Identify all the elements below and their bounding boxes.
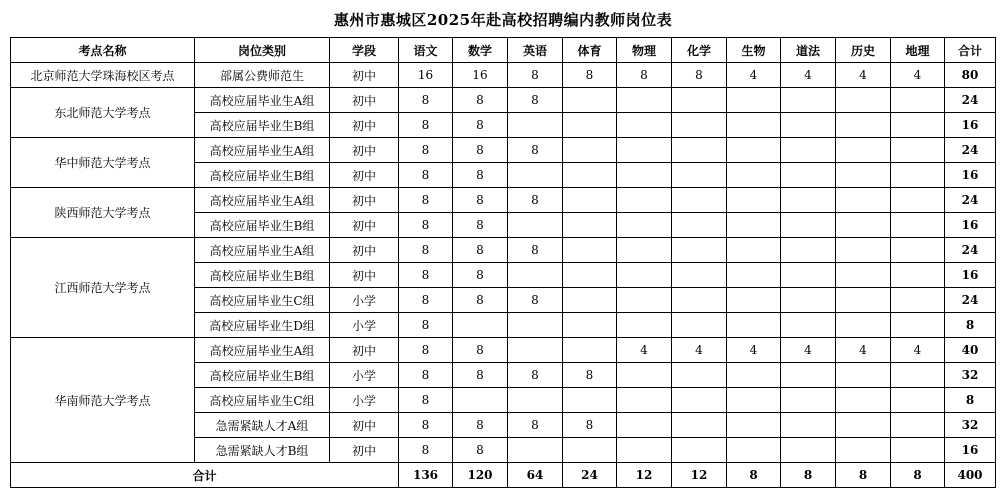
count-cell — [508, 338, 563, 363]
count-cell — [563, 438, 617, 463]
category-cell: 急需紧缺人才B组 — [195, 438, 330, 463]
count-cell — [781, 313, 836, 338]
stage-cell: 初中 — [330, 263, 399, 288]
footer-cell: 8 — [727, 463, 781, 488]
count-cell — [563, 338, 617, 363]
count-cell — [672, 138, 727, 163]
count-cell — [727, 88, 781, 113]
count-cell: 4 — [836, 338, 891, 363]
stage-cell: 小学 — [330, 313, 399, 338]
count-cell: 4 — [727, 338, 781, 363]
header-cell: 体育 — [563, 38, 617, 63]
count-cell — [563, 213, 617, 238]
category-cell: 高校应届毕业生A组 — [195, 88, 330, 113]
site-name-cell: 江西师范大学考点 — [11, 238, 195, 338]
category-cell: 高校应届毕业生B组 — [195, 363, 330, 388]
stage-cell: 初中 — [330, 138, 399, 163]
count-cell — [617, 438, 672, 463]
stage-cell: 初中 — [330, 188, 399, 213]
row-total-cell: 24 — [945, 138, 996, 163]
count-cell — [727, 438, 781, 463]
count-cell: 8 — [399, 238, 453, 263]
count-cell: 8 — [453, 438, 508, 463]
header-cell: 数学 — [453, 38, 508, 63]
footer-total: 400 — [945, 463, 996, 488]
count-cell: 8 — [453, 338, 508, 363]
category-cell: 高校应届毕业生B组 — [195, 263, 330, 288]
count-cell: 8 — [453, 163, 508, 188]
count-cell — [781, 163, 836, 188]
count-cell: 8 — [453, 263, 508, 288]
footer-cell: 24 — [563, 463, 617, 488]
header-cell: 英语 — [508, 38, 563, 63]
site-name-cell: 华南师范大学考点 — [11, 338, 195, 463]
count-cell: 8 — [508, 413, 563, 438]
count-cell: 8 — [399, 363, 453, 388]
row-total-cell: 16 — [945, 263, 996, 288]
count-cell — [891, 163, 945, 188]
header-row — [11, 38, 996, 63]
count-cell — [563, 138, 617, 163]
count-cell — [891, 313, 945, 338]
header-cell: 学段 — [330, 38, 399, 63]
count-cell: 8 — [508, 88, 563, 113]
count-cell — [563, 238, 617, 263]
count-cell — [781, 113, 836, 138]
count-cell: 8 — [453, 188, 508, 213]
count-cell — [781, 388, 836, 413]
count-cell — [617, 113, 672, 138]
footer-label: 合计 — [11, 463, 399, 488]
count-cell — [617, 163, 672, 188]
count-cell: 8 — [453, 88, 508, 113]
stage-cell: 小学 — [330, 388, 399, 413]
table-row — [11, 238, 996, 263]
count-cell: 4 — [727, 63, 781, 88]
count-cell — [617, 213, 672, 238]
count-cell: 4 — [672, 338, 727, 363]
category-cell: 高校应届毕业生A组 — [195, 238, 330, 263]
count-cell: 8 — [453, 138, 508, 163]
count-cell — [453, 313, 508, 338]
count-cell: 8 — [453, 113, 508, 138]
footer-cell: 8 — [836, 463, 891, 488]
count-cell — [727, 188, 781, 213]
count-cell: 8 — [508, 363, 563, 388]
count-cell — [672, 438, 727, 463]
count-cell — [563, 288, 617, 313]
count-cell — [508, 263, 563, 288]
row-total-cell: 40 — [945, 338, 996, 363]
category-cell: 高校应届毕业生A组 — [195, 188, 330, 213]
count-cell — [727, 238, 781, 263]
count-cell — [836, 188, 891, 213]
site-name-cell: 华中师范大学考点 — [11, 138, 195, 188]
count-cell — [727, 313, 781, 338]
category-cell: 高校应届毕业生D组 — [195, 313, 330, 338]
stage-cell: 初中 — [330, 213, 399, 238]
count-cell — [891, 138, 945, 163]
count-cell — [836, 413, 891, 438]
count-cell — [617, 363, 672, 388]
count-cell — [563, 113, 617, 138]
positions-table — [10, 37, 996, 488]
count-cell: 8 — [453, 288, 508, 313]
count-cell — [508, 313, 563, 338]
category-cell: 高校应届毕业生A组 — [195, 338, 330, 363]
count-cell: 8 — [508, 138, 563, 163]
count-cell — [453, 388, 508, 413]
category-cell: 高校应届毕业生C组 — [195, 388, 330, 413]
count-cell — [672, 163, 727, 188]
table-row — [11, 63, 996, 88]
site-name-cell: 陕西师范大学考点 — [11, 188, 195, 238]
count-cell — [836, 263, 891, 288]
count-cell: 8 — [399, 288, 453, 313]
category-cell: 高校应届毕业生B组 — [195, 213, 330, 238]
count-cell — [781, 213, 836, 238]
count-cell — [836, 363, 891, 388]
count-cell: 16 — [453, 63, 508, 88]
count-cell — [563, 263, 617, 288]
count-cell: 4 — [781, 338, 836, 363]
count-cell — [891, 288, 945, 313]
count-cell: 8 — [399, 138, 453, 163]
row-total-cell: 24 — [945, 288, 996, 313]
count-cell — [617, 413, 672, 438]
header-cell: 合计 — [945, 38, 996, 63]
count-cell — [672, 263, 727, 288]
header-cell: 化学 — [672, 38, 727, 63]
footer-cell: 12 — [672, 463, 727, 488]
count-cell — [781, 238, 836, 263]
category-cell: 高校应届毕业生B组 — [195, 113, 330, 138]
site-name-cell: 东北师范大学考点 — [11, 88, 195, 138]
count-cell — [891, 188, 945, 213]
header-cell: 道法 — [781, 38, 836, 63]
count-cell — [781, 138, 836, 163]
count-cell: 16 — [399, 63, 453, 88]
row-total-cell: 16 — [945, 163, 996, 188]
count-cell: 8 — [399, 338, 453, 363]
footer-cell: 8 — [781, 463, 836, 488]
count-cell — [891, 88, 945, 113]
count-cell — [727, 263, 781, 288]
count-cell — [727, 138, 781, 163]
footer-cell: 136 — [399, 463, 453, 488]
table-row — [11, 138, 996, 163]
category-cell: 高校应届毕业生C组 — [195, 288, 330, 313]
count-cell — [727, 413, 781, 438]
header-cell: 考点名称 — [11, 38, 195, 63]
count-cell — [617, 88, 672, 113]
stage-cell: 小学 — [330, 288, 399, 313]
count-cell: 8 — [399, 88, 453, 113]
category-cell: 高校应届毕业生B组 — [195, 163, 330, 188]
count-cell — [727, 288, 781, 313]
count-cell — [836, 238, 891, 263]
header-cell: 物理 — [617, 38, 672, 63]
count-cell — [617, 388, 672, 413]
row-total-cell: 24 — [945, 238, 996, 263]
count-cell: 8 — [617, 63, 672, 88]
category-cell: 高校应届毕业生A组 — [195, 138, 330, 163]
count-cell — [891, 263, 945, 288]
stage-cell: 初中 — [330, 238, 399, 263]
table-row — [11, 338, 996, 363]
count-cell — [563, 388, 617, 413]
count-cell — [727, 163, 781, 188]
count-cell — [781, 363, 836, 388]
count-cell — [727, 388, 781, 413]
count-cell: 4 — [891, 63, 945, 88]
count-cell — [508, 213, 563, 238]
count-cell: 8 — [453, 413, 508, 438]
count-cell — [836, 313, 891, 338]
count-cell — [617, 313, 672, 338]
count-cell — [727, 113, 781, 138]
count-cell: 8 — [508, 188, 563, 213]
count-cell — [836, 113, 891, 138]
count-cell — [891, 238, 945, 263]
count-cell — [508, 388, 563, 413]
count-cell — [891, 213, 945, 238]
count-cell: 8 — [399, 388, 453, 413]
count-cell — [508, 113, 563, 138]
footer-cell: 12 — [617, 463, 672, 488]
row-total-cell: 32 — [945, 363, 996, 388]
stage-cell: 初中 — [330, 413, 399, 438]
row-total-cell: 8 — [945, 388, 996, 413]
count-cell — [836, 213, 891, 238]
stage-cell: 小学 — [330, 363, 399, 388]
count-cell — [672, 113, 727, 138]
count-cell — [836, 138, 891, 163]
count-cell — [617, 138, 672, 163]
count-cell: 8 — [453, 213, 508, 238]
stage-cell: 初中 — [330, 438, 399, 463]
count-cell — [891, 363, 945, 388]
count-cell — [727, 363, 781, 388]
count-cell: 4 — [617, 338, 672, 363]
row-total-cell: 8 — [945, 313, 996, 338]
count-cell — [891, 113, 945, 138]
stage-cell: 初中 — [330, 338, 399, 363]
count-cell: 8 — [399, 313, 453, 338]
count-cell: 4 — [891, 338, 945, 363]
count-cell — [672, 363, 727, 388]
table-title: 惠州市惠城区2025年赴高校招聘编内教师岗位表 — [333, 11, 673, 29]
count-cell — [781, 88, 836, 113]
row-total-cell: 16 — [945, 113, 996, 138]
count-cell: 8 — [508, 288, 563, 313]
count-cell: 8 — [399, 188, 453, 213]
count-cell — [508, 163, 563, 188]
count-cell — [672, 238, 727, 263]
count-cell — [836, 163, 891, 188]
count-cell — [781, 413, 836, 438]
count-cell — [563, 313, 617, 338]
stage-cell: 初中 — [330, 113, 399, 138]
count-cell — [563, 163, 617, 188]
footer-cell: 8 — [891, 463, 945, 488]
count-cell: 8 — [399, 113, 453, 138]
count-cell: 8 — [563, 413, 617, 438]
header-cell: 生物 — [727, 38, 781, 63]
count-cell — [617, 288, 672, 313]
count-cell — [672, 288, 727, 313]
count-cell — [781, 263, 836, 288]
count-cell — [836, 288, 891, 313]
header-cell: 岗位类别 — [195, 38, 330, 63]
count-cell — [727, 213, 781, 238]
count-cell — [672, 413, 727, 438]
count-cell — [508, 438, 563, 463]
count-cell — [781, 288, 836, 313]
count-cell — [891, 413, 945, 438]
header-cell: 历史 — [836, 38, 891, 63]
count-cell: 8 — [399, 163, 453, 188]
count-cell — [836, 388, 891, 413]
site-name-cell: 北京师范大学珠海校区考点 — [11, 63, 195, 88]
category-cell: 部属公费师范生 — [195, 63, 330, 88]
header-cell: 地理 — [891, 38, 945, 63]
count-cell — [617, 263, 672, 288]
row-total-cell: 16 — [945, 213, 996, 238]
table-row — [11, 88, 996, 113]
count-cell — [617, 188, 672, 213]
count-cell: 8 — [453, 238, 508, 263]
count-cell — [781, 188, 836, 213]
count-cell: 8 — [453, 363, 508, 388]
count-cell: 8 — [508, 63, 563, 88]
count-cell — [672, 388, 727, 413]
header-cell: 语文 — [399, 38, 453, 63]
count-cell: 8 — [563, 63, 617, 88]
stage-cell: 初中 — [330, 63, 399, 88]
footer-cell: 64 — [508, 463, 563, 488]
count-cell — [672, 88, 727, 113]
count-cell — [563, 188, 617, 213]
count-cell — [836, 88, 891, 113]
count-cell: 8 — [672, 63, 727, 88]
count-cell — [891, 438, 945, 463]
row-total-cell: 24 — [945, 188, 996, 213]
count-cell — [836, 438, 891, 463]
row-total-cell: 24 — [945, 88, 996, 113]
count-cell: 4 — [781, 63, 836, 88]
stage-cell: 初中 — [330, 88, 399, 113]
count-cell — [672, 313, 727, 338]
count-cell — [891, 388, 945, 413]
count-cell — [563, 88, 617, 113]
footer-row — [11, 463, 996, 488]
count-cell — [781, 438, 836, 463]
row-total-cell: 32 — [945, 413, 996, 438]
count-cell: 8 — [399, 413, 453, 438]
count-cell — [672, 213, 727, 238]
row-total-cell: 80 — [945, 63, 996, 88]
count-cell: 8 — [399, 263, 453, 288]
count-cell: 8 — [508, 238, 563, 263]
table-row — [11, 188, 996, 213]
row-total-cell: 16 — [945, 438, 996, 463]
count-cell: 8 — [563, 363, 617, 388]
count-cell — [617, 238, 672, 263]
table-body — [11, 63, 996, 463]
category-cell: 急需紧缺人才A组 — [195, 413, 330, 438]
count-cell — [672, 188, 727, 213]
count-cell: 8 — [399, 438, 453, 463]
footer-cell: 120 — [453, 463, 508, 488]
count-cell: 4 — [836, 63, 891, 88]
count-cell: 8 — [399, 213, 453, 238]
stage-cell: 初中 — [330, 163, 399, 188]
